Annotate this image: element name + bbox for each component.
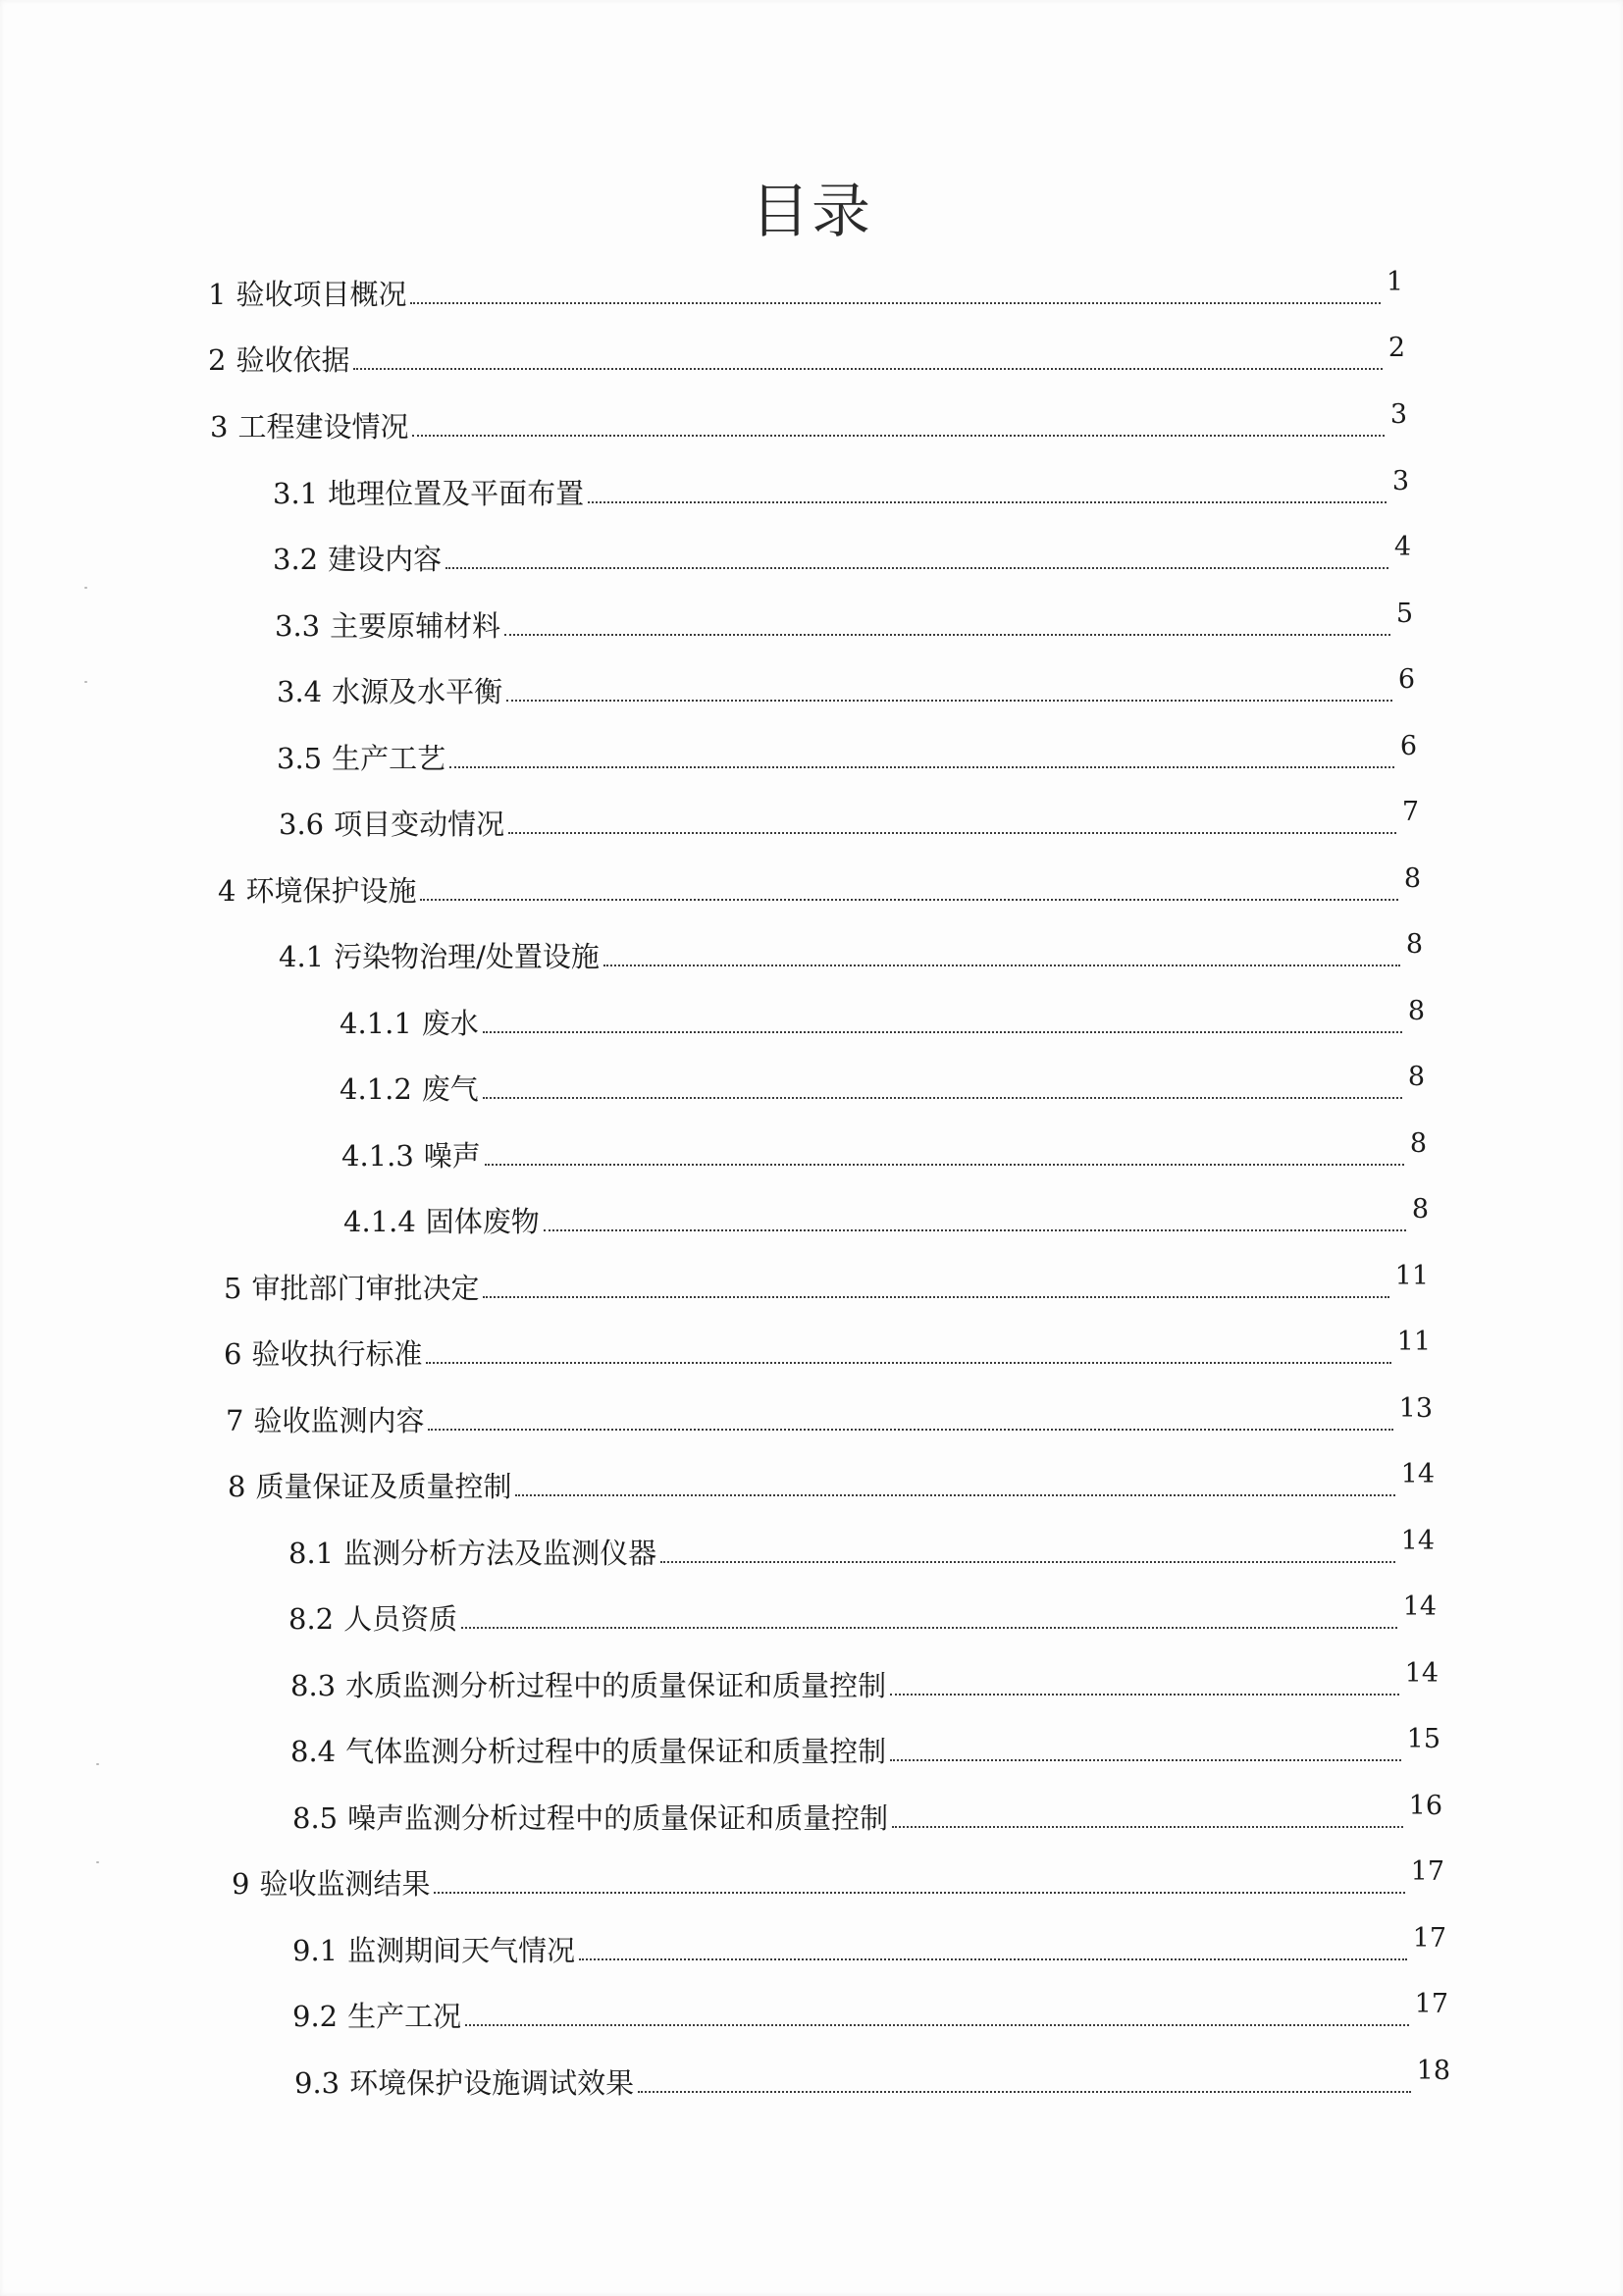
toc-entry-page-number: 14 xyxy=(1402,1592,1437,1622)
toc-entry[interactable] xyxy=(275,599,1413,648)
toc-entry-number: 8.4 xyxy=(290,1735,337,1768)
toc-entry-number: 3.3 xyxy=(275,609,321,643)
toc-entry-page-number: 8 xyxy=(1403,863,1421,894)
toc-entry[interactable] xyxy=(292,1791,1442,1840)
toc-entry[interactable] xyxy=(340,996,1425,1045)
toc-entry-label: 生产工艺 xyxy=(332,742,446,775)
toc-entry-number: 3 xyxy=(210,410,229,444)
toc-entry[interactable] xyxy=(208,267,1403,316)
toc-entry-number: 8.3 xyxy=(290,1669,337,1702)
toc-entry[interactable] xyxy=(341,1128,1427,1177)
toc-entry-page-number: 8 xyxy=(1405,929,1423,960)
toc-entry[interactable] xyxy=(343,1194,1429,1243)
toc-entry-label: 水源及水平衡 xyxy=(332,675,503,708)
toc-entry-number: 3.1 xyxy=(273,477,319,510)
toc-entry-number: 8.1 xyxy=(288,1537,335,1570)
toc-entry-label: 气体监测分析过程中的质量保证和质量控制 xyxy=(345,1735,887,1768)
toc-entry-number: 2 xyxy=(208,343,227,377)
toc-entry-page-number: 1 xyxy=(1386,267,1403,297)
toc-entry-number: 4.1 xyxy=(279,940,325,973)
toc-entry-page-number: 11 xyxy=(1396,1327,1431,1357)
toc-entry-number: 3.2 xyxy=(273,543,319,576)
dot-leader xyxy=(428,1428,1392,1431)
toc-entry[interactable] xyxy=(273,466,1409,515)
toc-entry-number: 9.2 xyxy=(292,2000,339,2033)
toc-entry[interactable] xyxy=(290,1724,1440,1773)
toc-entry[interactable] xyxy=(226,1393,1433,1442)
dot-leader xyxy=(434,1891,1404,1894)
toc-entry-page-number: 18 xyxy=(1416,2056,1450,2086)
toc-entry-page-number: 2 xyxy=(1387,333,1405,363)
scan-speck xyxy=(96,1861,99,1863)
toc-entry[interactable] xyxy=(279,797,1419,846)
toc-entry-label: 噪声 xyxy=(423,1139,481,1173)
dot-leader xyxy=(579,1957,1407,1960)
toc-entry-label: 固体废物 xyxy=(425,1205,540,1238)
toc-entry-number: 4.1.1 xyxy=(340,1007,412,1040)
toc-entry-label: 验收依据 xyxy=(236,343,350,377)
toc-entry-page-number: 8 xyxy=(1407,1062,1425,1092)
toc-entry-label: 验收监测内容 xyxy=(253,1404,425,1437)
toc-entry[interactable] xyxy=(224,1261,1429,1310)
toc-entry[interactable] xyxy=(292,1989,1448,2038)
toc-entry[interactable] xyxy=(273,532,1411,581)
toc-entry-page-number: 6 xyxy=(1399,731,1417,761)
toc-entry-page-number: 7 xyxy=(1401,797,1419,827)
dot-leader xyxy=(420,898,1397,901)
toc-entry-number: 8 xyxy=(228,1470,246,1503)
dot-leader xyxy=(483,1096,1402,1099)
dot-leader xyxy=(638,2090,1411,2093)
toc-entry-number: 6 xyxy=(224,1337,242,1371)
toc-entry[interactable] xyxy=(277,731,1417,780)
toc-entry[interactable] xyxy=(292,1923,1446,1972)
toc-entry-number: 7 xyxy=(226,1404,244,1437)
toc-entry-label: 质量保证及质量控制 xyxy=(255,1470,512,1503)
scan-speck xyxy=(84,587,87,589)
toc-entry[interactable] xyxy=(279,929,1423,978)
toc-entry[interactable] xyxy=(288,1526,1435,1575)
dot-leader xyxy=(603,964,1400,966)
toc-entry-number: 3.5 xyxy=(277,742,323,775)
toc-entry-number: 9.1 xyxy=(292,1934,339,1967)
toc-entry-page-number: 17 xyxy=(1410,1856,1444,1887)
dot-leader xyxy=(483,1295,1388,1298)
toc-title: 目录 xyxy=(751,178,872,246)
toc-entry-label: 监测期间天气情况 xyxy=(347,1934,576,1967)
toc-entry[interactable] xyxy=(232,1856,1444,1905)
toc-entry[interactable] xyxy=(288,1592,1437,1641)
toc-entry[interactable] xyxy=(208,333,1405,382)
dot-leader xyxy=(660,1560,1395,1563)
toc-entry-label: 主要原辅材料 xyxy=(330,609,501,643)
scan-speck xyxy=(84,681,87,683)
dot-leader xyxy=(504,633,1390,636)
toc-entry-page-number: 14 xyxy=(1400,1526,1435,1556)
dot-leader xyxy=(508,831,1396,834)
toc-entry-page-number: 5 xyxy=(1395,599,1413,629)
toc-entry[interactable] xyxy=(218,863,1421,913)
toc-entry-label: 环境保护设施 xyxy=(245,874,417,908)
toc-entry-page-number: 16 xyxy=(1408,1791,1442,1821)
toc-entry-label: 地理位置及平面布置 xyxy=(328,477,585,510)
toc-entry-page-number: 6 xyxy=(1397,664,1415,695)
dot-leader xyxy=(485,1163,1404,1166)
toc-entry-page-number: 17 xyxy=(1412,1923,1446,1954)
toc-entry-number: 4.1.2 xyxy=(340,1072,412,1106)
dot-leader xyxy=(461,1626,1397,1629)
dot-leader xyxy=(426,1361,1390,1364)
toc-entry-label: 验收监测结果 xyxy=(259,1867,431,1901)
toc-entry-number: 1 xyxy=(208,278,227,311)
toc-entry-label: 噪声监测分析过程中的质量保证和质量控制 xyxy=(347,1801,889,1835)
toc-entry-label: 废气 xyxy=(421,1072,479,1106)
toc-entry-page-number: 8 xyxy=(1411,1194,1429,1225)
scan-speck xyxy=(96,1763,99,1765)
dot-leader xyxy=(890,1693,1399,1696)
dot-leader xyxy=(410,301,1380,304)
toc-entry-number: 4 xyxy=(218,874,236,908)
dot-leader xyxy=(506,699,1392,702)
dot-leader xyxy=(483,1030,1402,1033)
toc-entry-page-number: 15 xyxy=(1406,1724,1440,1754)
toc-entry-number: 9.3 xyxy=(294,2066,340,2100)
dot-leader xyxy=(892,1825,1403,1828)
toc-entry-page-number: 13 xyxy=(1398,1393,1433,1424)
toc-entry-number: 4.1.3 xyxy=(341,1139,414,1173)
dot-leader xyxy=(890,1758,1401,1761)
toc-entry-number: 9 xyxy=(232,1867,250,1901)
toc-entry-number: 4.1.4 xyxy=(343,1205,416,1238)
toc-entry-label: 废水 xyxy=(421,1007,479,1040)
dot-leader xyxy=(515,1493,1394,1496)
toc-entry-page-number: 14 xyxy=(1400,1459,1435,1489)
toc-entry-page-number: 3 xyxy=(1389,399,1407,430)
toc-entry[interactable] xyxy=(224,1327,1431,1376)
toc-entry-label: 工程建设情况 xyxy=(237,410,409,444)
dot-leader xyxy=(449,765,1394,768)
toc-entry-label: 验收执行标准 xyxy=(251,1337,423,1371)
dot-leader xyxy=(465,2023,1409,2026)
toc-entry-number: 8.2 xyxy=(288,1602,335,1636)
toc-entry-number: 3.4 xyxy=(277,675,323,708)
dot-leader xyxy=(445,566,1388,569)
toc-entry-label: 监测分析方法及监测仪器 xyxy=(343,1537,657,1570)
toc-entry-page-number: 3 xyxy=(1391,466,1409,496)
toc-entry-page-number: 4 xyxy=(1393,532,1411,562)
toc-entry-label: 项目变动情况 xyxy=(334,808,505,841)
toc-entry-label: 人员资质 xyxy=(343,1602,458,1636)
toc-entry-label: 水质监测分析过程中的质量保证和质量控制 xyxy=(345,1669,887,1702)
toc-entry-page-number: 14 xyxy=(1404,1658,1439,1689)
dot-leader xyxy=(412,434,1384,437)
dot-leader xyxy=(588,500,1387,503)
toc-entry[interactable] xyxy=(228,1459,1435,1508)
toc-entry-page-number: 8 xyxy=(1409,1128,1427,1159)
toc-entry-label: 环境保护设施调试效果 xyxy=(349,2066,635,2100)
toc-entry[interactable] xyxy=(277,664,1415,713)
toc-entry[interactable] xyxy=(290,1658,1439,1707)
toc-entry-label: 污染物治理/处置设施 xyxy=(334,940,600,973)
toc-entry[interactable] xyxy=(340,1062,1425,1111)
toc-entry-label: 建设内容 xyxy=(328,543,443,576)
toc-entry-label: 审批部门审批决定 xyxy=(251,1272,480,1305)
toc-entry-number: 3.6 xyxy=(279,808,325,841)
dot-leader xyxy=(544,1228,1406,1231)
toc-entry-page-number: 17 xyxy=(1414,1989,1448,2019)
toc-entry-number: 8.5 xyxy=(292,1801,339,1835)
dot-leader xyxy=(353,367,1382,370)
toc-entry[interactable] xyxy=(210,399,1407,448)
toc-entry-label: 生产工况 xyxy=(347,2000,462,2033)
toc-entry-page-number: 11 xyxy=(1394,1261,1429,1291)
toc-entry-label: 验收项目概况 xyxy=(236,278,407,311)
toc-entry[interactable] xyxy=(294,2056,1450,2105)
toc-entry-page-number: 8 xyxy=(1407,996,1425,1026)
toc-entry-number: 5 xyxy=(224,1272,242,1305)
